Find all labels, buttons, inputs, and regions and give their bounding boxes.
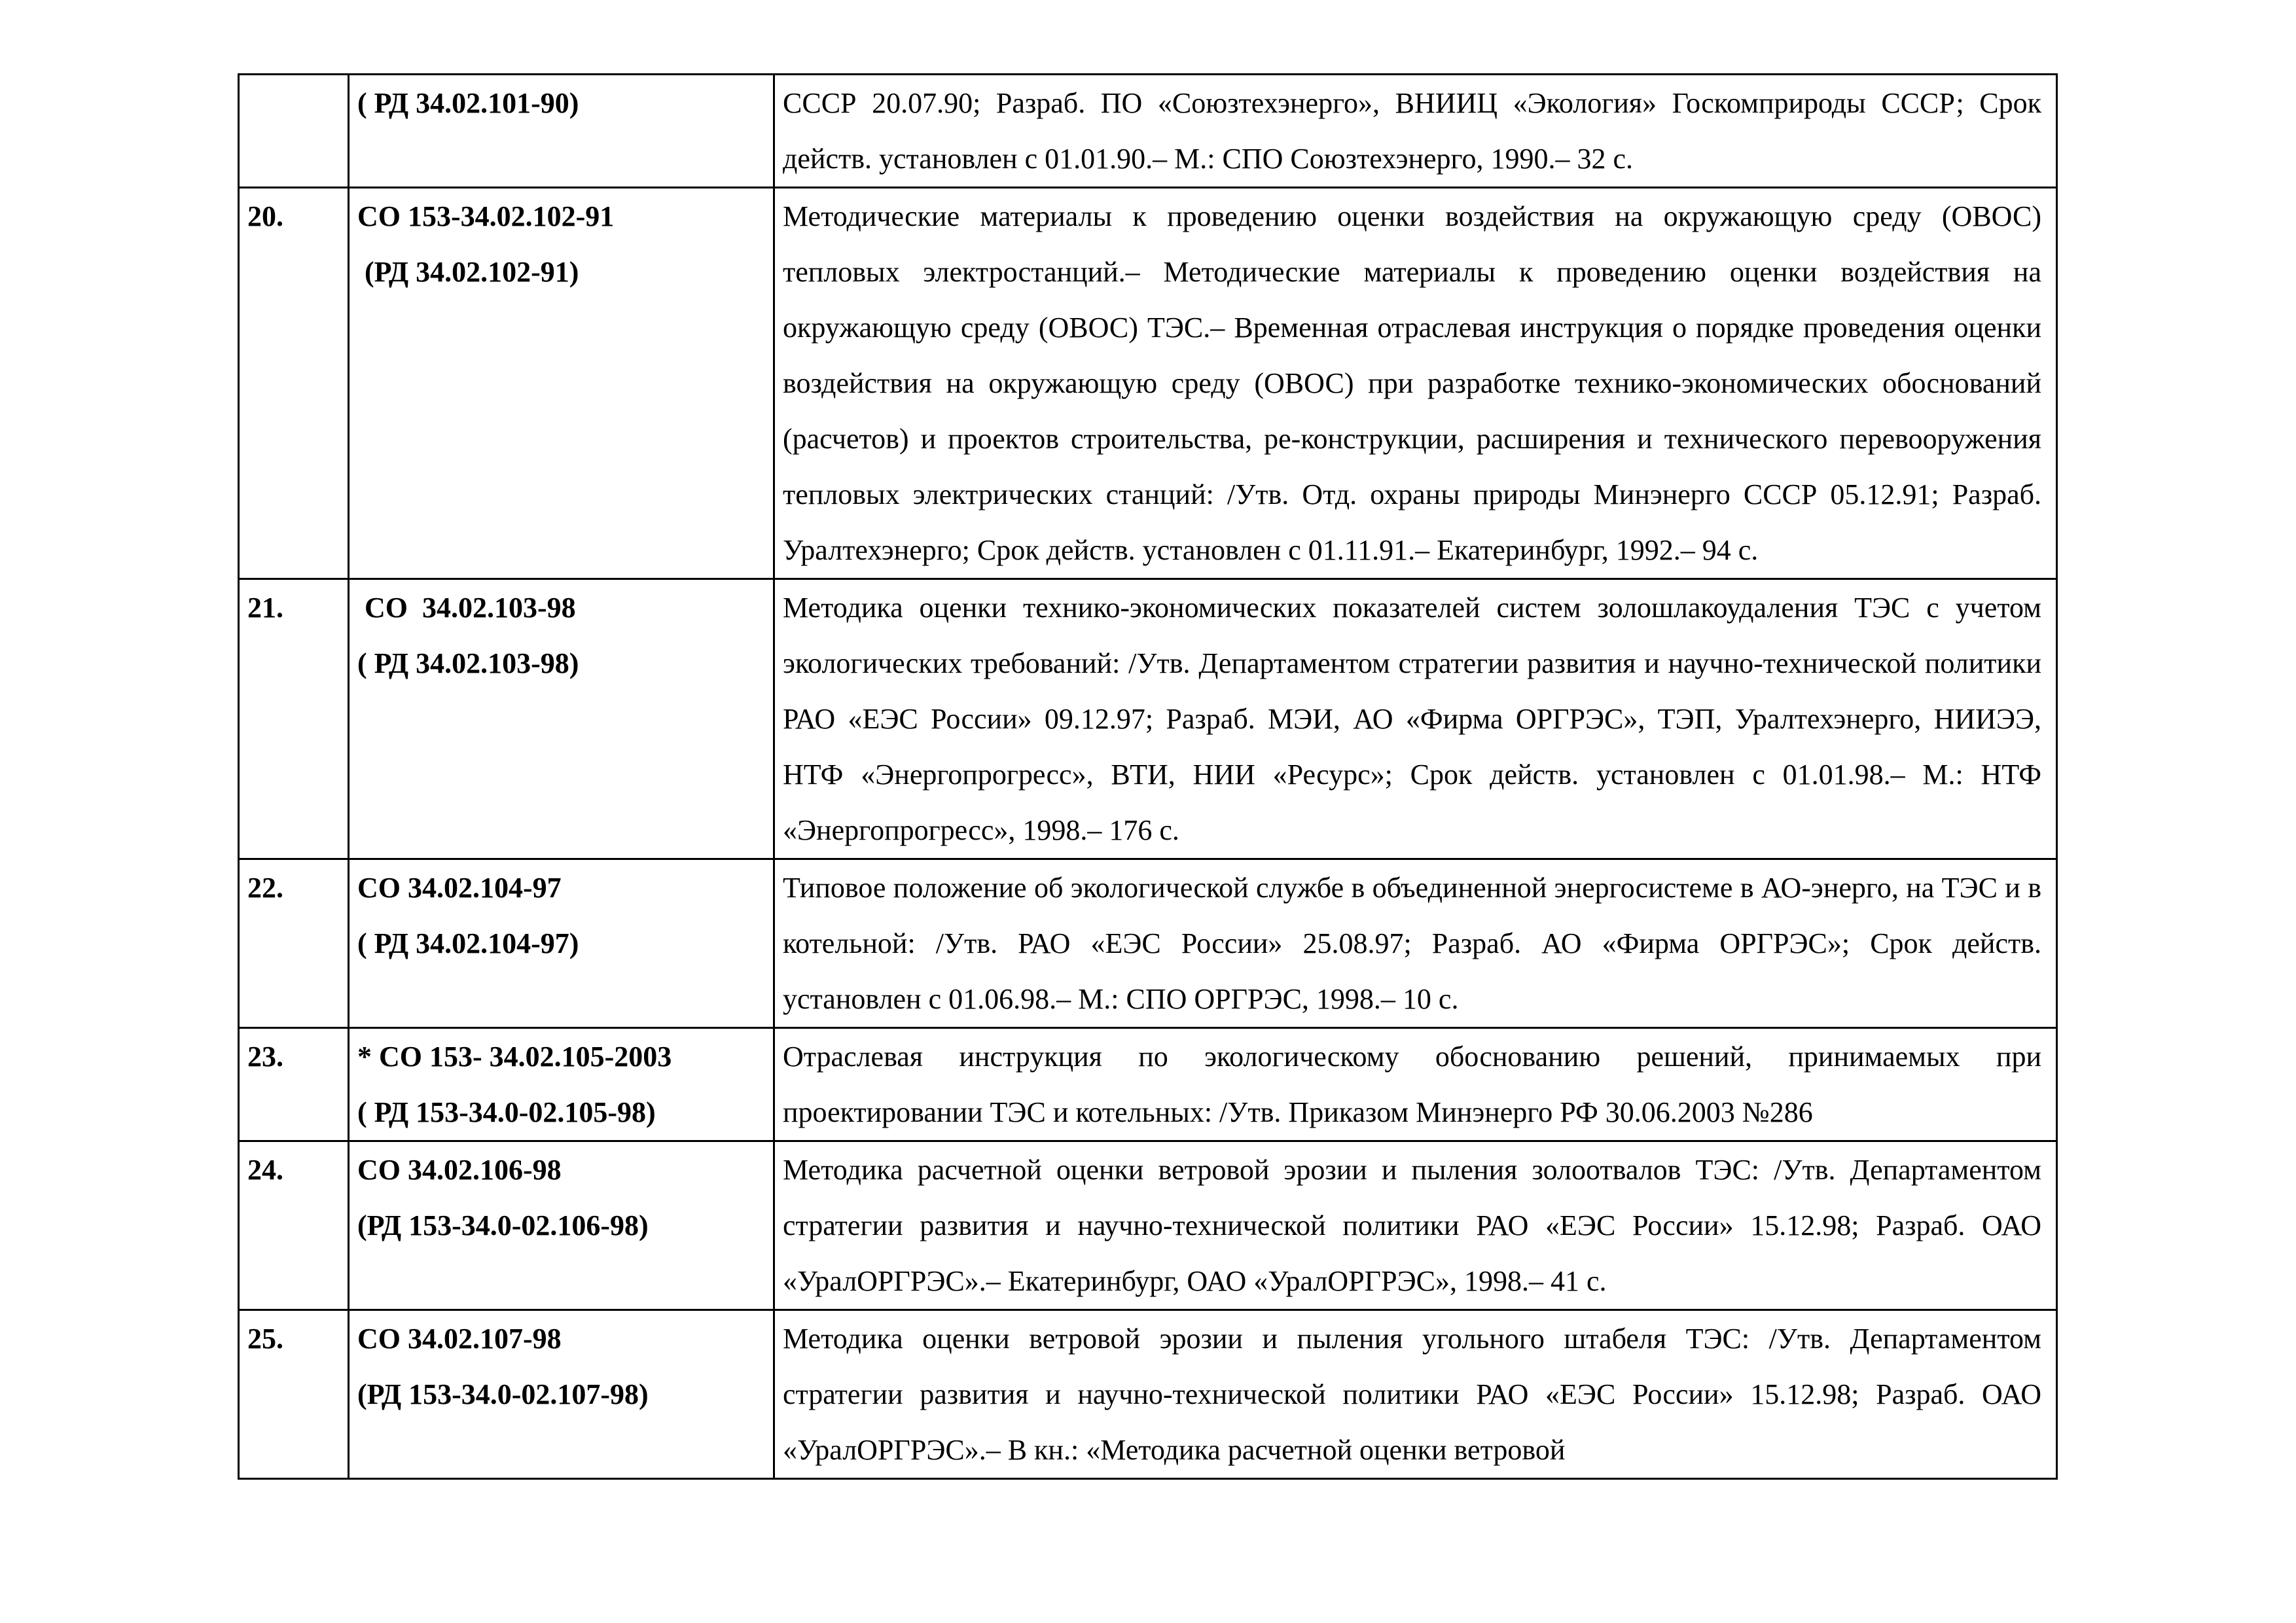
document-description: Методика оценки ветровой эрозии и пыления угольного штабеля ТЭС: /Утв. Департаментом стратегии развития и научно-технической политики РАО «ЕЭС России» 15.12.98; Разраб. ОАО «УралОРГРЭС».– В кн.: «Методика расчетной оценки ветровой [774,1310,2057,1479]
document-description: Отраслевая инструкция по экологическому обоснованию решений, принимаемых при проектировании ТЭС и котельных: /Утв. Приказом Минэнерго РФ 30.06.2003 №286 [774,1028,2057,1141]
code-primary: СО 153-34.02.102-91 [357,200,615,232]
code-secondary: ( РД 34.02.104-97) [357,927,579,959]
row-number: 23. [239,1028,349,1141]
row-number: 21. [239,579,349,859]
code-secondary: (РД 34.02.102-91) [357,256,579,288]
code-secondary: (РД 153-34.0-02.107-98) [357,1378,649,1410]
code-primary: СО 34.02.103-98 [357,592,576,624]
table-row [239,1310,2057,1479]
document-code [349,188,774,579]
table-row [239,1028,2057,1141]
document-description: СССР 20.07.90; Разраб. ПО «Союзтехэнерго», ВНИИЦ «Экология» Госкомприроды СССР; Срок действ. установлен с 01.01.90.– М.: СПО Союзтехэнерго, 1990.– 32 с. [774,75,2057,188]
table-row [239,75,2057,188]
code-primary: СО 34.02.107-98 [357,1323,562,1355]
document-code [349,1310,774,1479]
document-description: Методика расчетной оценки ветровой эрозии и пыления золоотвалов ТЭС: /Утв. Департаментом стратегии развития и научно-технической политики РАО «ЕЭС России» 15.12.98; Разраб. ОАО «УралОРГРЭС».– Екатеринбург, ОАО «УралОРГРЭС», 1998.– 41 с. [774,1141,2057,1310]
document-code [349,1141,774,1310]
table-row [239,188,2057,579]
table-row [239,1141,2057,1310]
document-description: Методические материалы к проведению оценки воздействия на окружающую среду (ОВОС) тепловых электростанций.– Методические материалы к проведению оценки воздействия на окружающую среду (ОВОС) ТЭС.– Временная отраслевая инструкция о порядке проведения оценки воздействия на окружающую среду (ОВОС) при разработке технико-экономических обоснований (расчетов) и проектов строительства, ре-конструкции, расширения и технического перевооружения тепловых электрических станций: /Утв. Отд. охраны природы Минэнерго СССР 05.12.91; Разраб. Уралтехэнерго; Срок действ. установлен с 01.11.91.– Екатеринбург, 1992.– 94 с. [774,188,2057,579]
code-primary: СО 34.02.104-97 [357,872,562,904]
document-code [349,859,774,1028]
document-code [349,75,774,188]
row-number: 25. [239,1310,349,1479]
code-primary: ( РД 34.02.101-90) [357,87,579,119]
code-primary: * СО 153- 34.02.105-2003 [357,1041,672,1073]
code-secondary: ( РД 34.02.103-98) [357,647,579,679]
table-row [239,859,2057,1028]
document-code [349,1028,774,1141]
standards-registry-table [238,73,2058,1480]
document-description: Типовое положение об экологической службе в объединенной энергосистеме в АО-энерго, на ТЭС и в котельной: /Утв. РАО «ЕЭС России» 25.08.97; Разраб. АО «Фирма ОРГРЭС»; Срок действ. установлен с 01.06.98.– М.: СПО ОРГРЭС, 1998.– 10 с. [774,859,2057,1028]
code-primary: СО 34.02.106-98 [357,1154,562,1186]
table-row [239,579,2057,859]
document-code [349,579,774,859]
document-description: Методика оценки технико-экономических показателей систем золошлакоудаления ТЭС с учетом экологических требований: /Утв. Департаментом стратегии развития и научно-технической политики РАО «ЕЭС России» 09.12.97; Разраб. МЭИ, АО «Фирма ОРГРЭС», ТЭП, Уралтехэнерго, НИИЭЭ, НТФ «Энергопрогресс», ВТИ, НИИ «Ресурс»; Срок действ. установлен с 01.01.98.– М.: НТФ «Энергопрогресс», 1998.– 176 с. [774,579,2057,859]
row-number [239,75,349,188]
row-number: 24. [239,1141,349,1310]
code-secondary: ( РД 153-34.0-02.105-98) [357,1096,656,1128]
row-number: 22. [239,859,349,1028]
row-number: 20. [239,188,349,579]
code-secondary: (РД 153-34.0-02.106-98) [357,1209,649,1241]
